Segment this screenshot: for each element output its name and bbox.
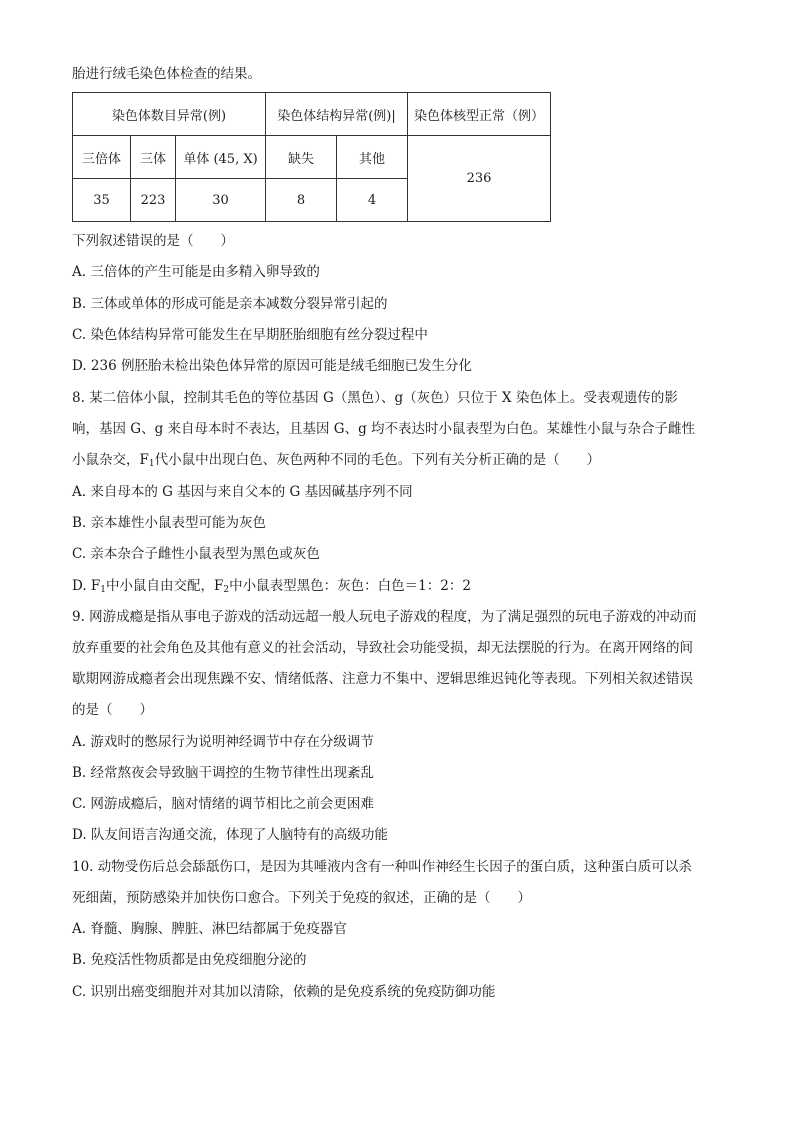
q10-option-c: C. 识别出癌变细胞并对其加以清除，依赖的是免疫系统的免疫防御功能 (72, 984, 496, 1000)
q8-option-d: D. $F_1$中小鼠自由交配，$F_2$中小鼠表型黑色：灰色：白色＝1：2：2 (72, 578, 471, 595)
q8-stem-line2: 响，基因 G、g 来自母本时不表达，且基因 G、g 均不表达时小鼠表型为白色。某雄性小鼠与杂合子雌性 (72, 421, 696, 437)
subheader-triploid: 三倍体 (73, 136, 131, 179)
q8-option-b: B. 亲本雄性小鼠表型可能为灰色 (72, 515, 267, 531)
q8-option-a: A. 来自母本的 G 基因与来自父本的 G 基因碱基序列不同 (72, 484, 413, 500)
q9-option-b: B. 经常熬夜会导致脑干调控的生物节律性出现紊乱 (72, 765, 375, 781)
q9-stem-line2: 放弃重要的社会角色及其他有意义的社会活动，导致社会功能受损，却无法摆脱的行为。在离开网络的间 (72, 640, 693, 656)
q10-stem-line1: 10. 动物受伤后总会舔舐伤口，是因为其唾液内含有一种叫作神经生长因子的蛋白质，这种蛋白质可以杀 (72, 859, 692, 875)
q9-stem-line3: 歇期网游成瘾者会出现焦躁不安、情绪低落、注意力不集中、逻辑思维迟钝化等表现。下列相关叙述错误 (72, 671, 693, 687)
value-deletion: 8 (266, 179, 337, 222)
value-triploid: 35 (73, 179, 131, 222)
header-normal-karyotype: 染色体核型正常（例） (408, 93, 551, 136)
q7-option-b: B. 三体或单体的形成可能是亲本减数分裂异常引起的 (72, 296, 388, 312)
subheader-other: 其他 (337, 136, 408, 179)
q9-stem-line4: 的是（ ） (72, 702, 153, 718)
value-normal: 236 (408, 136, 551, 222)
value-other: 4 (337, 179, 408, 222)
chromosome-table (72, 92, 551, 222)
value-monosomy: 30 (176, 179, 266, 222)
subheader-deletion: 缺失 (266, 136, 337, 179)
q9-option-c: C. 网游成瘾后，脑对情绪的调节相比之前会更困难 (72, 796, 374, 812)
q7-option-c: C. 染色体结构异常可能发生在早期胚胎细胞有丝分裂过程中 (72, 327, 428, 343)
intro-text: 胎进行绒毛染色体检查的结果。 (72, 66, 261, 82)
q9-option-a: A. 游戏时的憋尿行为说明神经调节中存在分级调节 (72, 734, 374, 750)
header-numeric-abnormal: 染色体数目异常(例) (73, 93, 266, 136)
q8-stem-line1: 8. 某二倍体小鼠，控制其毛色的等位基因 G（黑色）、g（灰色）只位于 X 染色体上。受表观遗传的影 (72, 390, 678, 406)
q10-stem-line2: 死细菌，预防感染并加快伤口愈合。下列关于免疫的叙述，正确的是（ ） (72, 890, 531, 906)
value-trisomy: 223 (131, 179, 176, 222)
q9-option-d: D. 队友间语言沟通交流，体现了人脑特有的高级功能 (72, 827, 388, 843)
q9-stem-line1: 9. 网游成瘾是指从事电子游戏的活动远超一般人玩电子游戏的程度，为了满足强烈的玩电子游戏的冲动而 (72, 609, 697, 625)
q7-stem: 下列叙述错误的是（ ） (72, 233, 234, 249)
q8-stem-line3: 小鼠杂交，$F_1$代小鼠中出现白色、灰色两种不同的毛色。下列有关分析正确的是（ ） (72, 452, 601, 469)
q8-option-c: C. 亲本杂合子雌性小鼠表型为黑色或灰色 (72, 546, 320, 562)
q7-option-d: D. 236 例胚胎未检出染色体异常的原因可能是绒毛细胞已发生分化 (72, 358, 472, 374)
subheader-monosomy: 单体 (45, X) (176, 136, 266, 179)
q7-option-a: A. 三倍体的产生可能是由多精入卵导致的 (72, 264, 320, 280)
subheader-trisomy: 三体 (131, 136, 176, 179)
header-structural-abnormal: 染色体结构异常(例)| (266, 93, 408, 136)
q10-option-b: B. 免疫活性物质都是由免疫细胞分泌的 (72, 952, 307, 968)
q10-option-a: A. 脊髓、胸腺、脾脏、淋巴结都属于免疫器官 (72, 921, 347, 937)
